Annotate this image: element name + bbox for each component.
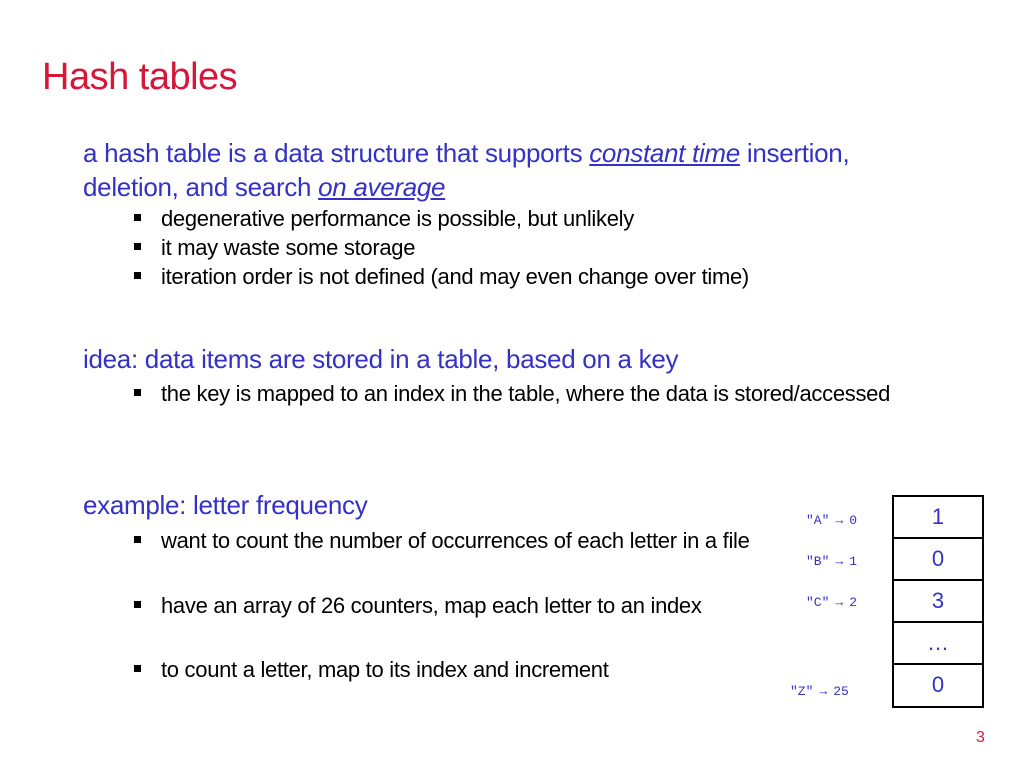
mapping-index: 1 [849, 554, 858, 569]
bullet-text: it may waste some storage [161, 235, 416, 260]
bullet-item [134, 592, 702, 620]
section1-line1-a: a hash table is a data structure that supports [83, 138, 590, 168]
square-bullet-icon [134, 389, 141, 396]
mapping-a [806, 513, 857, 528]
square-bullet-icon [134, 272, 141, 279]
mapping-key: "B" [806, 554, 830, 569]
mapping-index: 25 [833, 684, 849, 699]
square-bullet-icon [134, 243, 141, 250]
bullet-item [134, 263, 749, 291]
array-cell-ellipsis: … [894, 623, 982, 665]
array-cell: 0 [931, 672, 945, 697]
square-bullet-icon [134, 665, 141, 672]
section1-line1-b: insertion, [739, 138, 850, 168]
array-cell: 1 [894, 497, 982, 539]
mapping-key: "Z" [790, 684, 814, 699]
right-arrow-icon: → [835, 554, 844, 569]
page-number: 3 [976, 729, 985, 746]
mapping-z [790, 684, 849, 699]
right-arrow-icon: → [835, 513, 844, 528]
bullet-text: the key is mapped to an index in the table, where the data is stored/accessed [161, 381, 891, 406]
square-bullet-icon [134, 536, 141, 543]
bullet-item [134, 656, 609, 684]
bullet-text: want to count the number of occurrences of each letter in a file [161, 528, 750, 553]
section2-heading: idea: data items are stored in a table, based on a key [83, 344, 679, 374]
counter-array [892, 495, 984, 708]
section1-line1 [83, 136, 849, 170]
bullet-item [134, 234, 415, 262]
right-arrow-icon: → [835, 595, 844, 610]
mapping-index: 2 [849, 595, 858, 610]
bullet-item [134, 205, 634, 233]
square-bullet-icon [134, 601, 141, 608]
bullet-item [134, 527, 750, 555]
slide-title: Hash tables [42, 56, 238, 98]
on-average-emphasis: on average [318, 172, 446, 202]
bullet-item [134, 380, 890, 408]
right-arrow-icon: → [819, 684, 828, 699]
array-cell: 3 [894, 581, 982, 623]
section1-line2 [83, 170, 445, 204]
section3-heading: example: letter frequency [83, 490, 368, 520]
mapping-b [806, 554, 857, 569]
square-bullet-icon [134, 214, 141, 221]
bullet-text: degenerative performance is possible, but unlikely [161, 206, 634, 231]
bullet-text: iteration order is not defined (and may even change over time) [161, 264, 749, 289]
mapping-c [806, 595, 857, 610]
constant-time-emphasis: constant time [589, 138, 740, 168]
bullet-text: have an array of 26 counters, map each letter to an index [161, 593, 702, 618]
bullet-text: to count a letter, map to its index and increment [161, 657, 609, 682]
mapping-key: "A" [806, 513, 830, 528]
mapping-index: 0 [849, 513, 858, 528]
mapping-key: "C" [806, 595, 830, 610]
array-cell: 0 [894, 539, 982, 581]
section1-line2-a: deletion, and search [83, 172, 319, 202]
